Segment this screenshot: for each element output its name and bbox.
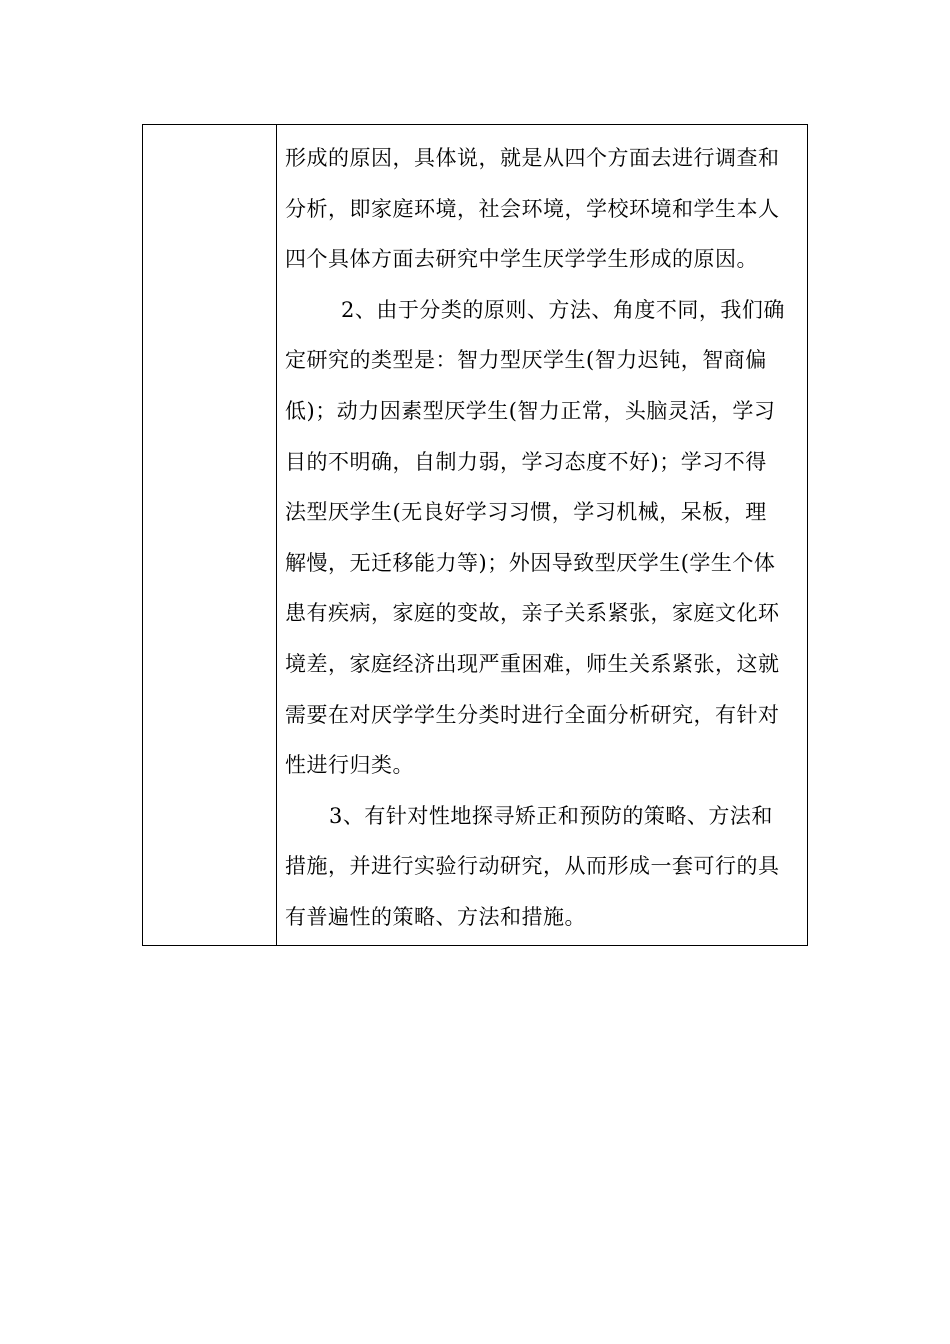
text-line: 法型厌学生(无良好学习习惯，学习机械，呆板，理 — [285, 500, 767, 525]
paragraph-3 — [285, 791, 801, 943]
text-line: 患有疾病，家庭的变故，亲子关系紧张，家庭文化环 — [285, 601, 780, 626]
text-line: 低)；动力因素型厌学生(智力正常，头脑灵活，学习 — [285, 398, 776, 423]
text-line: 境差，家庭经济出现严重困难，师生关系紧张，这就 — [285, 651, 780, 676]
text-line: 分析，即家庭环境，社会环境，学校环境和学生本人 — [285, 196, 780, 221]
text-line: 定研究的类型是：智力型厌学生(智力迟钝，智商偏 — [285, 348, 767, 373]
text-line: 有普遍性的策略、方法和措施。 — [285, 904, 586, 929]
text-line: 形成的原因，具体说，就是从四个方面去进行调查和 — [285, 146, 780, 170]
text-line: 2、由于分类的原则、方法、角度不同，我们确 — [341, 297, 785, 322]
text-line: 目的不明确，自制力弱，学习态度不好)；学习不得 — [285, 449, 767, 474]
text-line: 解慢，无迁移能力等)；外因导致型厌学生(学生个体 — [285, 550, 776, 575]
paragraph-2 — [285, 285, 801, 791]
paragraph-1 — [285, 133, 801, 285]
text-line: 需要在对厌学学生分类时进行全面分析研究，有针对 — [285, 702, 780, 727]
text-line: 措施，并进行实验行动研究，从而形成一套可行的具 — [285, 854, 780, 879]
table-right-cell — [277, 125, 807, 945]
text-line: 性进行归类。 — [285, 753, 414, 778]
text-line: 3、有针对性地探寻矫正和预防的策略、方法和 — [329, 803, 773, 828]
text-line: 四个具体方面去研究中学生厌学学生形成的原因。 — [285, 247, 758, 272]
table-left-cell — [143, 125, 277, 945]
content-table — [142, 124, 808, 946]
